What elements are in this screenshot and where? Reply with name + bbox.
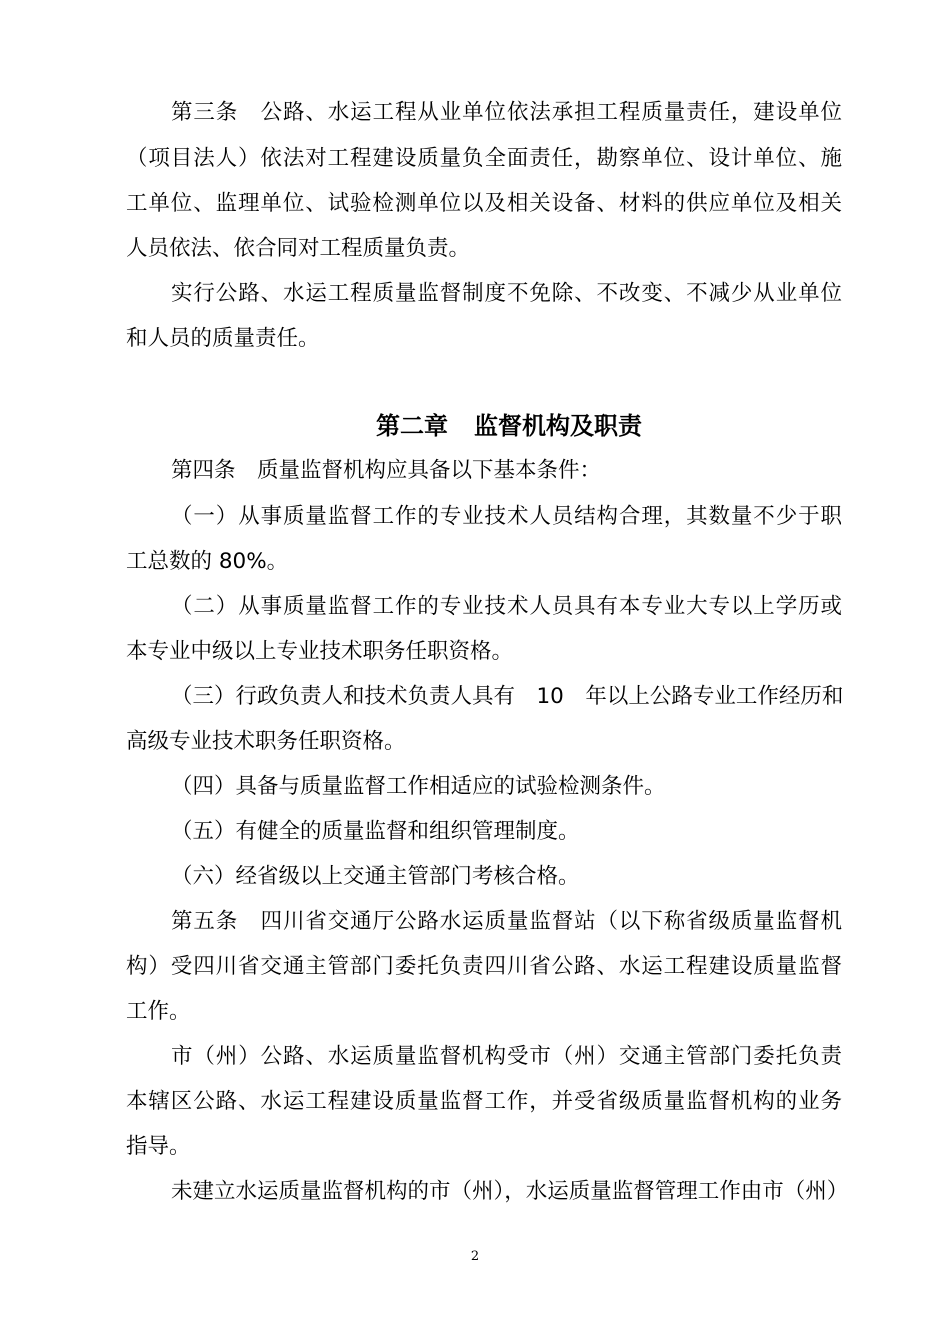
chapter-title: 监督机构及职责	[474, 412, 642, 440]
article5-p1-line-3: 工作。	[126, 999, 191, 1024]
article5-p1-line-1: 第五条 四川省交通厅公路水运质量监督站（以下称省级质量监督机	[171, 909, 842, 934]
article4-item5: （五）有健全的质量监督和组织管理制度。	[171, 819, 580, 844]
article4-intro: 第四条 质量监督机构应具备以下基本条件：	[171, 458, 602, 483]
article5-p3-line-1: 未建立水运质量监督机构的市（州），水运质量监督管理工作由市（州）	[171, 1179, 849, 1204]
article5-p2-line-2: 本辖区公路、水运工程建设质量监督工作，并受省级质量监督机构的业务	[126, 1089, 842, 1114]
article4-item2-line-2: 本专业中级以上专业技术职务任职资格。	[126, 639, 514, 664]
article3-line-2: （项目法人）依法对工程建设质量负全面责任，勘察单位、设计单位、施	[126, 146, 842, 171]
article4-item3-line-1: （三）行政负责人和技术负责人具有 10 年以上公路专业工作经历和	[171, 684, 844, 709]
article3-line-3: 工单位、监理单位、试验检测单位以及相关设备、材料的供应单位及相关	[126, 191, 842, 216]
chapter-heading	[0, 409, 950, 443]
article5-p1-line-2: 构）受四川省交通主管部门委托负责四川省公路、水运工程建设质量监督	[126, 954, 842, 979]
article4-item4: （四）具备与质量监督工作相适应的试验检测条件。	[171, 774, 666, 799]
article5-p2-line-1: 市（州）公路、水运质量监督机构受市（州）交通主管部门委托负责	[171, 1044, 842, 1069]
article3-p2-line-1: 实行公路、水运工程质量监督制度不免除、不改变、不减少从业单位	[171, 281, 842, 306]
article4-item3-line-2: 高级专业技术职务任职资格。	[126, 729, 406, 754]
article4-item1-line-1: （一）从事质量监督工作的专业技术人员结构合理，其数量不少于职	[171, 504, 842, 529]
chapter-number: 第二章	[376, 412, 448, 440]
article4-item1-line-2: 工总数的 80%。	[126, 549, 289, 574]
article4-item6: （六）经省级以上交通主管部门考核合格。	[171, 864, 580, 889]
page-number: 2	[470, 1249, 480, 1264]
article3-line-4: 人员依法、依合同对工程质量负责。	[126, 236, 471, 261]
article3-line-1: 第三条 公路、水运工程从业单位依法承担工程质量责任，建设单位	[171, 100, 842, 125]
article3-p2-line-2: 和人员的质量责任。	[126, 326, 320, 351]
article5-p2-line-3: 指导。	[126, 1134, 191, 1159]
article4-item2-line-1: （二）从事质量监督工作的专业技术人员具有本专业大专以上学历或	[171, 594, 842, 619]
